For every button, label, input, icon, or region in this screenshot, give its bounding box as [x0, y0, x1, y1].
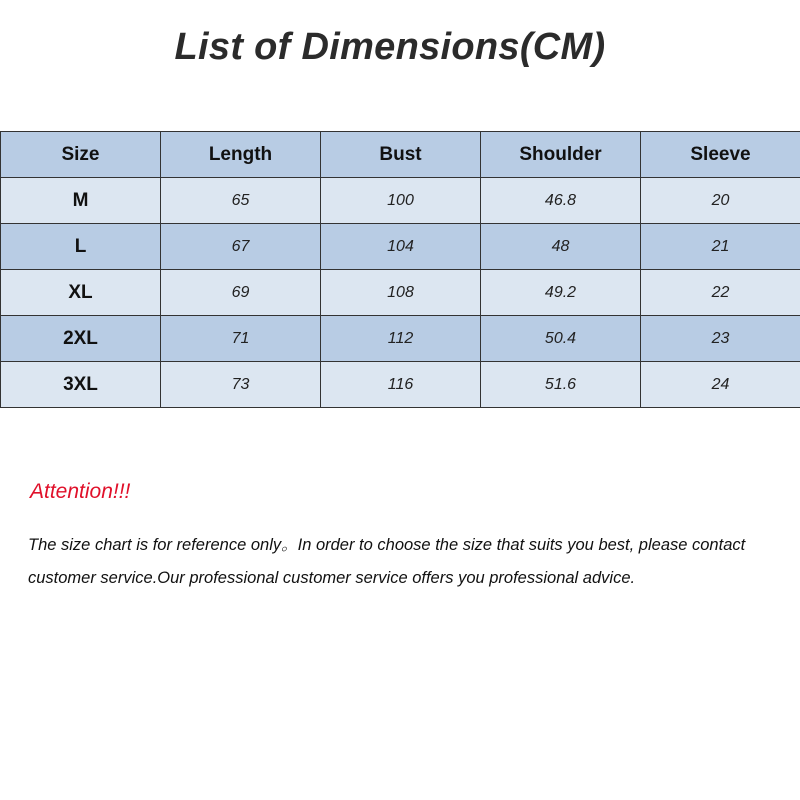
length-cell: 65	[161, 178, 321, 224]
size-cell: 2XL	[1, 316, 161, 362]
sleeve-cell: 23	[641, 316, 800, 362]
table-row	[1, 178, 800, 224]
table-header-row	[1, 132, 800, 178]
length-cell: 73	[161, 362, 321, 408]
bust-cell: 112	[321, 316, 481, 362]
size-chart-table	[0, 131, 800, 408]
bust-cell: 116	[321, 362, 481, 408]
page-title: List of Dimensions(CM)	[174, 26, 606, 68]
length-cell: 71	[161, 316, 321, 362]
size-cell: XL	[1, 270, 161, 316]
table-row	[1, 270, 800, 316]
header-sleeve: Sleeve	[641, 132, 800, 178]
bust-cell: 108	[321, 270, 481, 316]
shoulder-cell: 48	[481, 224, 641, 270]
shoulder-cell: 50.4	[481, 316, 641, 362]
size-cell: 3XL	[1, 362, 161, 408]
header-size: Size	[1, 132, 161, 178]
shoulder-cell: 51.6	[481, 362, 641, 408]
table-row	[1, 316, 800, 362]
sleeve-cell: 20	[641, 178, 800, 224]
length-cell: 67	[161, 224, 321, 270]
attention-heading: Attention!!!	[30, 480, 131, 503]
sleeve-cell: 24	[641, 362, 800, 408]
table-row	[1, 362, 800, 408]
table-row	[1, 224, 800, 270]
size-cell: M	[1, 178, 161, 224]
sleeve-cell: 21	[641, 224, 800, 270]
sleeve-cell: 22	[641, 270, 800, 316]
shoulder-cell: 46.8	[481, 178, 641, 224]
header-length: Length	[161, 132, 321, 178]
bust-cell: 100	[321, 178, 481, 224]
header-shoulder: Shoulder	[481, 132, 641, 178]
header-bust: Bust	[321, 132, 481, 178]
size-cell: L	[1, 224, 161, 270]
bust-cell: 104	[321, 224, 481, 270]
length-cell: 69	[161, 270, 321, 316]
shoulder-cell: 49.2	[481, 270, 641, 316]
reference-note: The size chart is for reference only。In order to choose the size that suits you best, please contact customer service.Our professional customer service offers you professional advice.	[28, 536, 746, 587]
